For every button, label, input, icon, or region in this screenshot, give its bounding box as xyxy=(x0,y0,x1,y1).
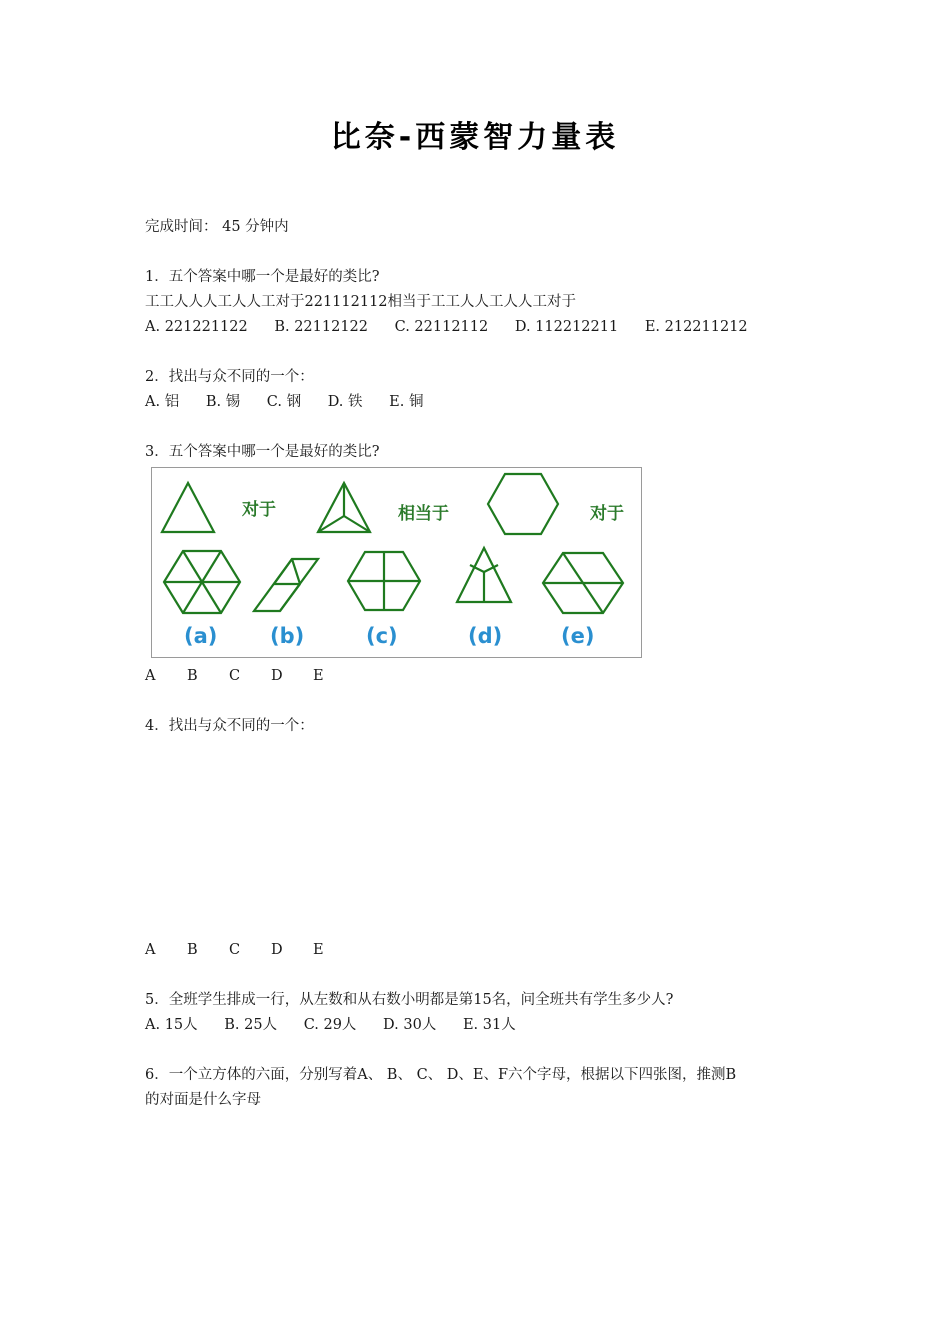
q1-option-a[interactable]: A. 221221122 xyxy=(145,319,248,335)
q5-option-c[interactable]: C. 29人 xyxy=(303,1017,357,1033)
q2-options xyxy=(145,392,445,412)
q3-letter-b[interactable]: B xyxy=(187,668,198,684)
q2-option-a[interactable]: A. 铝 xyxy=(145,394,180,410)
choice-c-shape xyxy=(348,552,420,610)
q3-figure-svg xyxy=(152,468,641,657)
q2-option-c[interactable]: C. 钢 xyxy=(266,394,302,410)
q1-stem: 工工人人人工人人工对于221112112相当于工工人人工人人工对于 xyxy=(145,294,577,310)
q3-letter-e[interactable]: E xyxy=(313,668,324,684)
q3-letter-d[interactable]: D xyxy=(271,668,283,684)
q6-prompt-line2: 的对面是什么字母 xyxy=(145,1092,261,1108)
choice-label-a[interactable]: (a) xyxy=(184,624,218,648)
q4-prompt: 4．找出与众不同的一个： xyxy=(145,718,314,734)
q4-letter-c[interactable]: C xyxy=(229,942,241,958)
hexagon-shape xyxy=(488,474,558,534)
q1-option-b[interactable]: B. 22112122 xyxy=(274,319,369,335)
q5-option-e[interactable]: E. 31人 xyxy=(462,1017,516,1033)
choice-label-e[interactable]: (e) xyxy=(561,624,595,648)
q2-option-b[interactable]: B. 锡 xyxy=(205,394,241,410)
q5-prompt: 5．全班学生排成一行，从左数和从右数小明都是第15名，问全班共有学生多少人? xyxy=(145,992,674,1008)
q2-option-e[interactable]: E. 铜 xyxy=(389,394,424,410)
q5-option-d[interactable]: D. 30人 xyxy=(383,1017,437,1033)
q1-prompt: 1．五个答案中哪一个是最好的类比? xyxy=(145,269,380,285)
q3-letters xyxy=(145,666,355,686)
choice-b-shape xyxy=(254,559,318,611)
choice-d-shape xyxy=(457,548,511,602)
q4-letter-e[interactable]: E xyxy=(313,942,324,958)
q3-figure xyxy=(151,467,642,658)
q4-letters xyxy=(145,940,355,960)
q1-option-d[interactable]: D. 112212211 xyxy=(514,319,619,335)
q2-option-d[interactable]: D. 铁 xyxy=(327,394,363,410)
q4-letter-a[interactable]: A xyxy=(145,942,156,958)
time-limit: 完成时间： 45 分钟内 xyxy=(145,219,289,235)
q5-option-a[interactable]: A. 15人 xyxy=(145,1017,198,1033)
word-duiyu-1: 对于 xyxy=(242,500,276,520)
word-duiyu-2: 对于 xyxy=(590,504,624,524)
triangle-shape xyxy=(162,483,214,532)
q3-letter-a[interactable]: A xyxy=(145,668,156,684)
triangle-with-center-lines-shape xyxy=(318,483,370,532)
q1-option-e[interactable]: E. 212211212 xyxy=(644,319,748,335)
q3-prompt: 3．五个答案中哪一个是最好的类比? xyxy=(145,444,380,460)
q4-letter-b[interactable]: B xyxy=(187,942,198,958)
q2-prompt: 2．找出与众不同的一个： xyxy=(145,369,314,385)
q4-letter-d[interactable]: D xyxy=(271,942,283,958)
q6-prompt-line1: 6．一个立方体的六面，分别写着A、 B、 C、 D、E、F六个字母，根据以下四张图，推测B xyxy=(145,1067,737,1083)
q1-option-c[interactable]: C. 22112112 xyxy=(394,319,489,335)
choice-label-d[interactable]: (d) xyxy=(468,624,503,648)
q1-options xyxy=(145,317,770,337)
word-xiangdangyu: 相当于 xyxy=(398,504,449,524)
q3-letter-c[interactable]: C xyxy=(229,668,241,684)
q5-options xyxy=(145,1015,538,1035)
choice-label-c[interactable]: (c) xyxy=(366,624,398,648)
page-title: 比奈-西蒙智力量表 xyxy=(330,120,620,155)
choice-label-b[interactable]: (b) xyxy=(270,624,305,648)
q5-option-b[interactable]: B. 25人 xyxy=(224,1017,278,1033)
choice-a-shape xyxy=(164,551,240,613)
choice-e-shape xyxy=(543,553,623,613)
